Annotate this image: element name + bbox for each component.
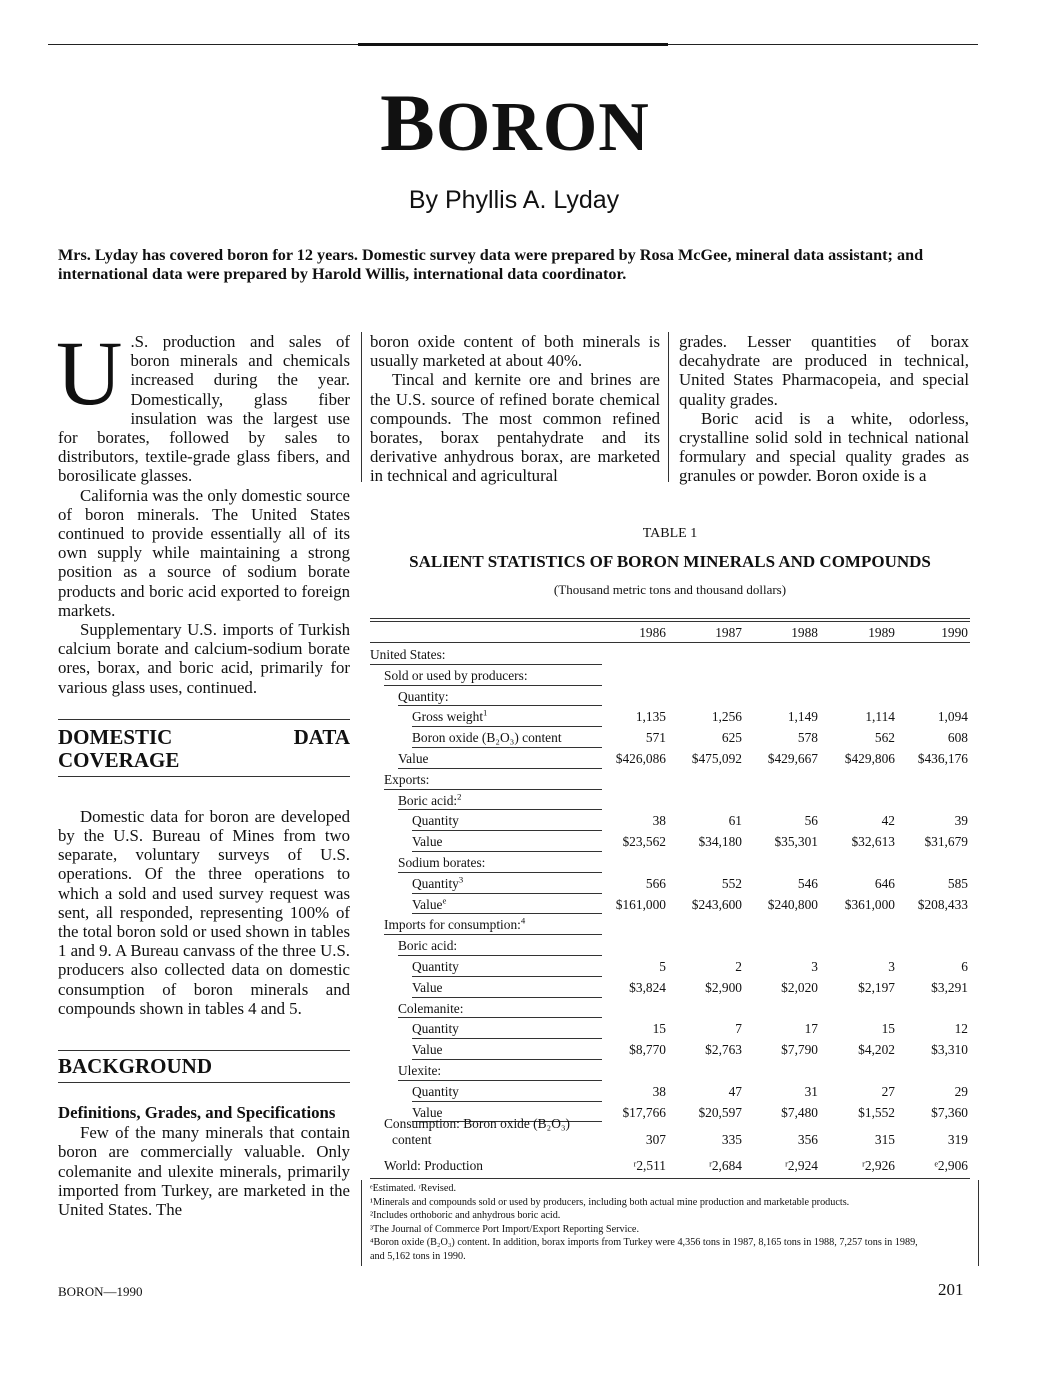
paragraph: Few of the many minerals that contain boron are commercially valuable. Only colemanite and ulexite minerals, primarily imported from Turkey, are marketed in the United States. The [58,1123,350,1219]
table-cell: $2,197 [858,979,895,995]
paragraph: Boric acid is a white, odorless, crystalline solid sold in technical national formulary and special quality grades as granules or powder. Boron oxide is a [679,408,969,486]
row-label-text: Gross weight [412,709,484,725]
row-label [398,855,485,871]
table-cell: 1,256 [711,709,742,725]
table-row [370,1081,970,1101]
row-label [412,834,443,850]
table-cell: $3,310 [931,1042,968,1058]
table-row [370,706,970,726]
section-heading-background: BACKGROUND [58,1054,213,1079]
row-label [398,751,429,767]
table-cell: 571 [645,730,666,746]
table-cell: $34,180 [698,834,742,850]
row-label [412,730,562,746]
table-row [370,665,970,685]
row-label-text: Ulexite: [398,1063,442,1078]
row-label [398,938,457,954]
table-cell: 15 [652,1021,666,1037]
table-cell: $17,766 [622,1104,666,1120]
table-cell: 29 [954,1083,968,1099]
top-rule-accent [358,43,668,46]
table-cell: $35,301 [774,834,818,850]
row-label [384,1158,483,1174]
row-label-text: Value [398,751,429,766]
page-number: 201 [938,1280,964,1299]
row-label [412,980,443,996]
table-cell: $243,600 [691,896,742,912]
byline: By Phyllis A. Lyday [408,186,620,214]
table-cell: $429,667 [767,751,818,766]
footnote: ᵉEstimated. ʳRevised. [370,1183,457,1194]
footnote-marker: 1 [483,707,488,718]
table-cell: 17 [804,1021,818,1037]
row-label [370,647,446,663]
table-cell: 552 [721,875,742,891]
table-cell: ʳ2,511 [633,1158,666,1174]
table-row [370,935,970,955]
table-cell: 61 [728,813,742,829]
row-label-text: Colemanite: [398,1000,464,1016]
row-label [384,1116,570,1148]
paragraph: Tincal and kernite ore and brines are the U.S. source of refined borate chemical compounds. The most common refined borates, borax pentahydrate and its derivative anhydrous borax, are marketed in technical and agricultural [370,370,660,486]
table-row [370,998,970,1018]
table-row [370,1039,970,1059]
table-cell: 15 [881,1021,895,1037]
row-label [412,1084,459,1100]
table-cell: $2,763 [705,1042,742,1058]
paragraph: boron oxide content of both minerals is usually marketed at about 40%. [370,332,660,371]
row-label-text: Value [412,979,443,995]
row-label [412,959,459,975]
row-label-text: Exports: [384,771,430,787]
table-cell: ʳ2,684 [708,1158,742,1174]
footnote: ⁴Boron oxide (B₂O₃) content. In addition, borax imports from Turkey were 4,356 tons in 1987, 8,165 tons in 1988, 7,257 tons in 1989, [370,1237,918,1249]
table-top-rule [370,618,970,619]
column-header: 1986 [639,625,666,640]
row-label-text: United States: [370,647,446,662]
table-cell: 1,114 [865,709,895,725]
row-label-text: Boron oxide (B₂O₃) content [412,730,562,746]
table-cell: 3 [811,959,818,974]
column-divider [361,1180,362,1266]
footnote-marker: 4 [520,915,526,926]
paragraph: Domestic data for boron are developed by the U.S. Bureau of Mines from two separate, voluntary surveys of U.S. operations. Of the three operations to which a sold and used survey request was sent, all responded, representing 100% of the total boron sold or used shown in tables 1 and 9. A Bureau canvass of the three U.S. producers also collected data on domestic consumption of boron minerals and compounds shown in tables 4 and 5. [58,806,350,1018]
paragraph: grades. Lesser quantities of borax decahydrate are produced in technical, United States Pharmacopeia, and special quality grades. [679,332,969,409]
row-label-text: Quantity [412,875,459,891]
row-label-text: Boric acid: [398,792,458,808]
row-label-text: Quantity: [398,688,449,704]
table-cell: 1,135 [635,709,666,725]
table-cell: $7,360 [931,1104,968,1120]
row-label-text: Value [412,896,443,912]
table-row [370,769,970,789]
row-label [398,1001,463,1017]
table-cell: $2,020 [781,979,818,995]
column-3 [679,332,969,486]
table-cell: 39 [954,813,968,829]
row-label [398,793,461,809]
table-cell: 578 [797,730,818,746]
column-divider [668,332,669,482]
table-cell: 3 [888,959,895,974]
row-label [412,709,487,725]
table-cell: 608 [947,730,968,746]
column-header: 1989 [868,625,895,640]
row-label [384,917,525,933]
row-label-text: Sodium borates: [398,855,486,870]
table-cell: 562 [874,730,895,746]
column-header: 1988 [791,625,818,640]
column-2 [370,332,660,486]
table-cell: ʳ2,926 [861,1158,895,1174]
table-cell: $8,770 [629,1042,666,1058]
table-cell: 585 [947,875,968,891]
table-cell: 7 [735,1021,742,1037]
subheading: Definitions, Grades, and Specifications [58,1103,336,1123]
row-label-continuation: content [392,1132,432,1148]
table-row [370,1060,970,1080]
row-label [384,772,429,788]
table-cell: $7,480 [781,1104,818,1120]
row-label [398,689,449,705]
table-cell: 42 [881,813,895,829]
table-cell: $3,291 [931,979,968,995]
row-label [412,1021,459,1037]
table-row [370,686,970,706]
row-label-text: Quantity [412,1083,459,1099]
row-label [412,897,446,913]
table-cell: ᵉ2,906 [934,1158,968,1174]
table-cell: 319 [947,1132,968,1148]
section-heading-domestic-data: DOMESTIC DATA COVERAGE [58,724,350,772]
table-cell: 56 [804,813,818,829]
row-label-text: Sold or used by producers: [384,667,528,683]
table-cell: $426,086 [615,751,666,766]
table-cell: 546 [797,875,818,891]
row-label-text: Quantity [412,813,459,829]
row-label-text: Value [412,1104,443,1120]
footnote-marker: 2 [457,791,462,802]
table-cell: 335 [721,1132,742,1148]
table-cell: $23,562 [622,834,666,850]
table-cell: $436,176 [917,751,968,766]
table-cell: 315 [874,1132,895,1148]
row-label-text: Value [412,834,443,850]
table-title: SALIENT STATISTICS OF BORON MINERALS AND COMPOUNDS [409,552,931,571]
table-row [370,894,970,914]
table-cell: $2,900 [705,979,742,995]
row-label-text: Consumption: Boron oxide (B₂O₃) [384,1116,571,1132]
column-header: 1987 [715,625,742,640]
row-label-text: Value [412,1042,443,1058]
author-note: Mrs. Lyday has covered boron for 12 years. Domestic survey data were prepared by Rosa McGee, mineral data assistant; and international data were prepared by Harold Willis, international data coordinator. [58,246,924,283]
table-cell: 47 [728,1083,742,1099]
table-row [370,852,970,872]
table-cell: 38 [652,1083,666,1099]
table-cell: $1,552 [858,1104,895,1120]
table-cell: $429,806 [844,751,895,766]
table-cell: $475,092 [691,751,742,766]
footnote-marker: e [442,895,447,906]
table-row [370,977,970,997]
footnote: ¹Minerals and compounds sold or used by producers, including both actual mine production and marketable products. [370,1196,850,1208]
table-cell: $31,679 [924,834,968,850]
table-cell: $7,790 [781,1042,818,1058]
drop-cap: U [56,322,123,424]
table-cell: 2 [735,959,742,974]
table-cell: 566 [645,875,666,891]
row-label-text: World: Production [384,1158,483,1174]
table-cell: $361,000 [844,896,895,912]
table-cell: 12 [954,1021,968,1037]
intro-paragraph: U .S. production and sales of boron minerals and chemicals increased during the year. Domestically, glass fiber insulation was the largest use for borates, followed by sales to distributors, textile-grade glass fibers, and borosilicate glasses. [56,322,350,486]
table-cell: 307 [645,1132,666,1148]
row-label-text: Imports for consumption: [384,917,521,933]
table-cell: 38 [652,813,666,829]
table-cell: $32,613 [851,834,895,850]
table-cell: 5 [659,959,666,974]
table-cell: 27 [881,1083,895,1099]
column-header: 1990 [941,625,968,640]
table-cell: $20,597 [698,1104,742,1120]
column-1 [56,322,350,1219]
table-cell: 646 [874,875,895,891]
footnote-marker: 3 [458,874,464,885]
table-header-row [370,622,970,642]
table-footnotes [370,1182,970,1264]
table-row [370,1018,970,1038]
paragraph: California was the only domestic source of boron minerals. The United States continued to provide essentially all of its own supply while maintaining a strong position as a source of sodium borate products and boric acid exported to foreign markets. [58,485,350,620]
header-rule [370,642,970,643]
table-bottom-rule [370,1178,970,1179]
footnote: ²Includes orthoboric and anhydrous boric acid. [370,1210,561,1222]
paragraph: Supplementary U.S. imports of Turkish calcium borate and calcium-sodium borate ores, borax, and boric acid, primarily for various glass uses, continued. [58,620,350,697]
running-footer: BORON—1990 [58,1284,143,1299]
table-row [370,748,970,768]
table-row [370,956,970,976]
table-cell: 625 [721,730,742,746]
table-row [370,1155,970,1175]
table-cell: $208,433 [917,896,968,912]
table-row [370,727,970,747]
table-row [370,873,970,893]
table-cell: $4,202 [858,1042,895,1058]
table-row [370,831,970,851]
row-label [384,668,528,684]
table-cell: 6 [961,959,968,974]
footnote: ³The Journal of Commerce Port Import/Export Reporting Service. [370,1223,639,1235]
table-label: TABLE 1 [642,526,698,541]
table-cell: $3,824 [629,979,666,995]
table-cell: $240,800 [767,896,818,912]
table-row [370,644,970,664]
row-label-text: Quantity [412,959,459,974]
table-cell: 1,149 [787,709,818,725]
column-divider [978,1180,979,1266]
table-cell: 1,094 [937,709,968,725]
row-label [412,876,463,892]
table-row [370,790,970,810]
table-cell: ʳ2,924 [784,1158,818,1174]
table-cell: 31 [804,1083,818,1099]
table-row [370,1116,970,1148]
row-label [398,1063,441,1079]
table-cell: $161,000 [615,896,666,912]
table-cell: 356 [797,1132,818,1148]
page-title: BORON [380,77,650,168]
row-label [412,813,459,829]
row-label-text: Boric acid: [398,938,458,954]
row-label-text: Quantity [412,1021,459,1037]
table-units: (Thousand metric tons and thousand dollars) [553,582,787,597]
footnote: and 5,162 tons in 1990. [370,1250,466,1262]
table-row [370,810,970,830]
table-row [370,914,970,934]
row-label [412,1042,443,1058]
column-divider [361,332,362,482]
